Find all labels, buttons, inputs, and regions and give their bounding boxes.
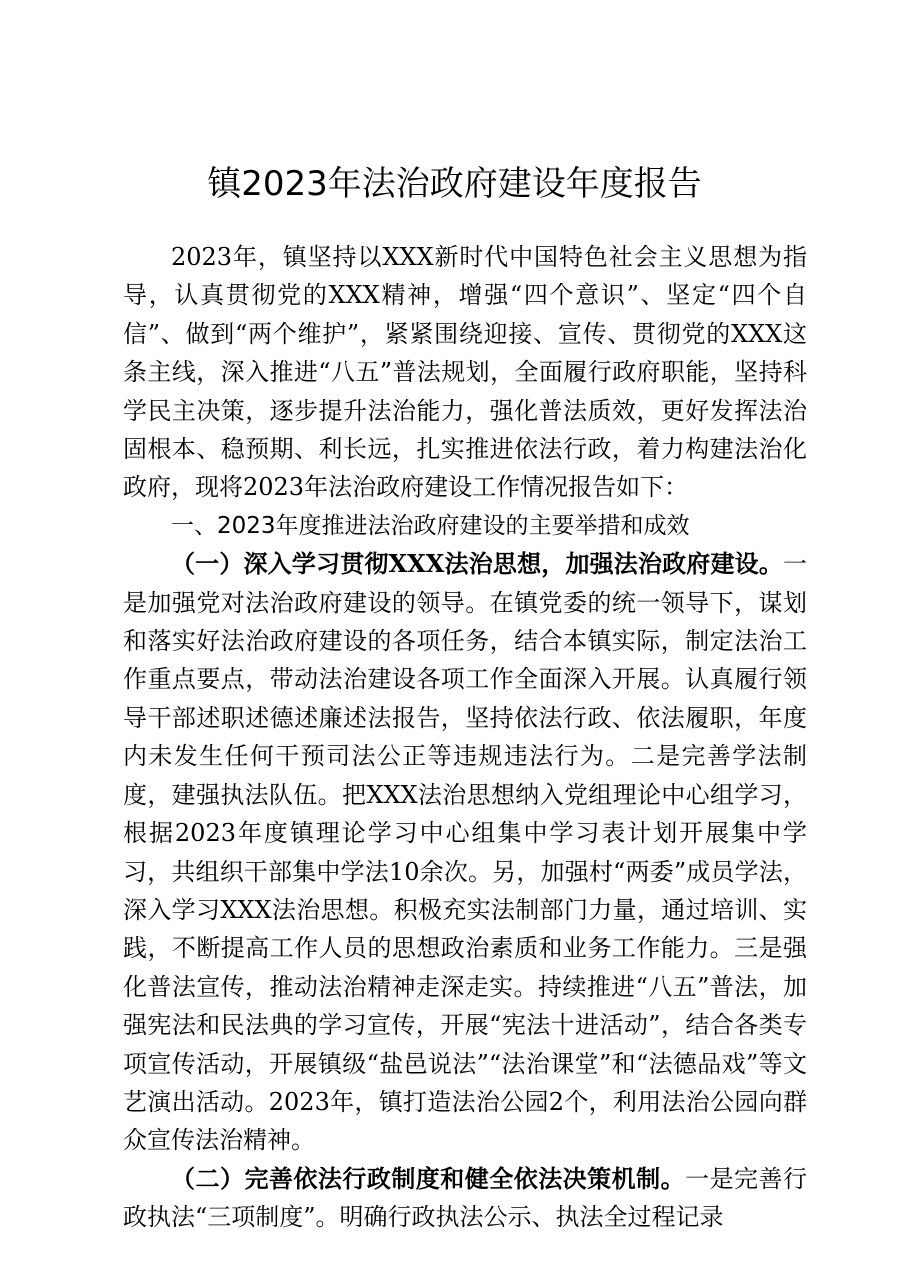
- subsection-1-paragraph: [123, 545, 807, 1160]
- document-title: 镇2023年法治政府建设年度报告: [207, 164, 702, 204]
- subsection-1-heading: （一）深入学习贯彻XXX法治思想，加强法治政府建设。: [171, 549, 783, 579]
- subsection-2-heading: （二）完善依法行政制度和健全依法决策机制。: [171, 1163, 686, 1193]
- document-body: [123, 238, 807, 1237]
- intro-paragraph: 2023年，镇坚持以XXX新时代中国特色社会主义思想为指导，认真贯彻党的XXX精神，增强“四个意识”、坚定“四个自信”、做到“两个维护”，紧紧围绕迎接、宣传、贯彻党的XXX这条主线，深入推进“八五”普法规划，全面履行政府职能，坚持科学民主决策，逐步提升法治能力，强化普法质效，更好发挥法治固根本、稳预期、利长远，扎实推进依法行政，着力构建法治化政府，现将2023年法治政府建设工作情况报告如下：: [123, 243, 807, 502]
- subsection-2-paragraph: [123, 1160, 807, 1237]
- subsection-2-body: 一是完善行政执法“三项制度”。明确行政执法公示、执法全过程记录: [123, 1164, 808, 1232]
- section-heading: 一、2023年度推进法治政府建设的主要举措和成效: [171, 512, 690, 539]
- subsection-1-body: 一是加强党对法治政府建设的领导。在镇党委的统一领导下，谋划和落实好法治政府建设的各项任务，结合本镇实际，制定法治工作重点要点，带动法治建设各项工作全面深入开展。认真履行领导干部述职述德述廉述法报告，坚持依法行政、依法履职，年度内未发生任何干预司法公正等违规违法行为。二是完善学法制度，建强执法队伍。把XXX法治思想纳入党组理论中心组学习，根据2023年度镇理论学习中心组集中学习表计划开展集中学习，共组织干部集中学法10余次。另，加强村“两委”成员学法，深入学习XXX法治思想。积极充实法制部门力量，通过培训、实践，不断提高工作人员的思想政治素质和业务工作能力。三是强化普法宣传，推动法治精神走深走实。持续推进“八五”普法，加强宪法和民法典的学习宣传，开展“宪法十进活动”，结合各类专项宣传活动，开展镇级“盐邑说法”“法治课堂”和“法德品戏”等文艺演出活动。2023年，镇打造法治公园2个，利用法治公园向群众宣传法治精神。: [123, 550, 807, 1155]
